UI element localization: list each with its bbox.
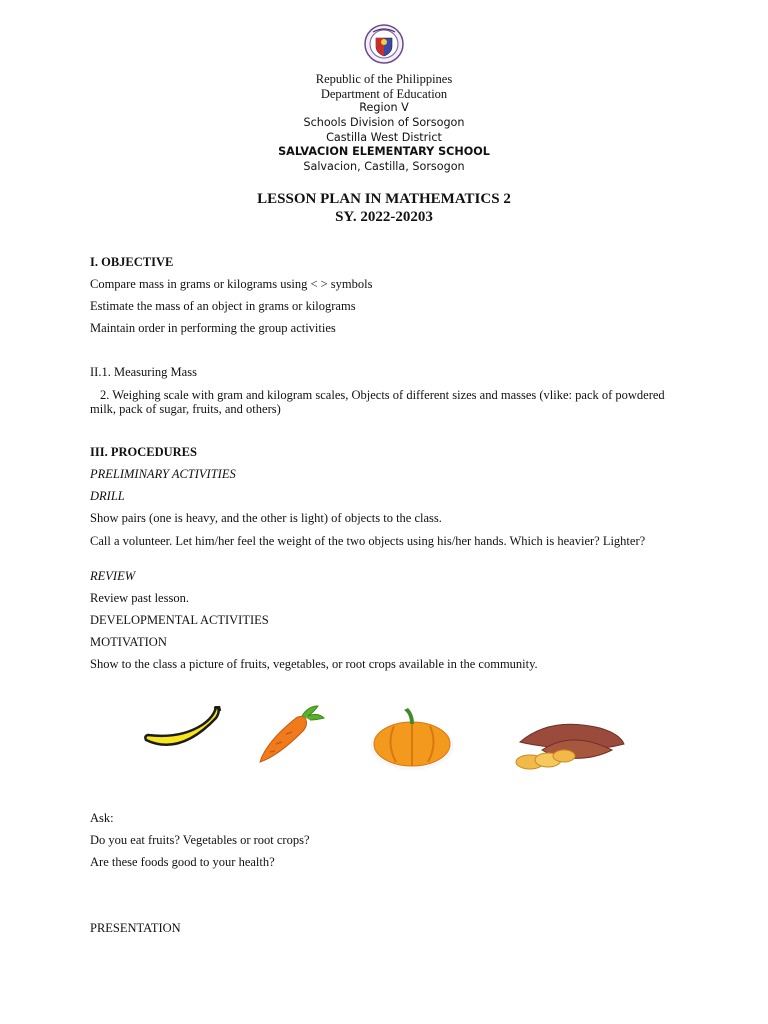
header-republic: Republic of the Philippines [315,72,453,86]
ask-heading: Ask: [90,811,114,825]
preliminary-heading: PRELIMINARY ACTIVITIES [90,467,236,481]
subject-matter-materials: 2. Weighing scale with gram and kilogram scales, Objects of different sizes and masses (vlike: pack of powdered milk, pack of sugar, fruits, and others) [90,388,665,416]
review-text: Review past lesson. [90,591,189,605]
drill-text: Show pairs (one is heavy, and the other is light) of objects to the class. [90,511,442,525]
drill-heading: DRILL [90,489,125,503]
pumpkin-icon [366,706,458,772]
header-district: Castilla West District [326,131,442,144]
drill-text: Call a volunteer. Let him/her feel the weight of the two objects using his/her hands. Which is heavier? Lighter? [90,534,646,548]
carrot-icon [256,704,330,766]
procedures-heading: III. PROCEDURES [90,445,197,459]
subject-matter-topic: II.1. Measuring Mass [90,365,197,379]
review-heading: REVIEW [90,569,136,583]
presentation-heading: PRESENTATION [90,921,181,935]
school-year: SY. 2022-20203 [335,209,433,225]
objective-item: Compare mass in grams or kilograms using < > symbols [90,277,373,291]
question-text: Do you eat fruits? Vegetables or root crops? [90,833,310,847]
developmental-heading: DEVELOPMENTAL ACTIVITIES [90,613,269,627]
header-region: Region V [359,101,409,114]
motivation-text: Show to the class a picture of fruits, vegetables, or root crops available in the community. [90,657,538,671]
objective-item: Maintain order in performing the group activities [90,321,336,335]
header-address: Salvacion, Castilla, Sorsogon [303,160,465,173]
question-text: Are these foods good to your health? [90,855,275,869]
header-department: Department of Education [320,87,448,101]
motivation-heading: MOTIVATION [90,635,167,649]
objective-item: Estimate the mass of an object in grams or kilograms [90,299,356,313]
page-title: LESSON PLAN IN MATHEMATICS 2 [257,191,511,207]
deped-seal-icon [361,24,407,64]
banana-icon [142,706,224,758]
objective-heading: I. OBJECTIVE [90,255,174,269]
header-division: Schools Division of Sorsogon [303,116,465,129]
header-school: SALVACION ELEMENTARY SCHOOL [278,145,490,158]
sweet-potato-icon [512,716,630,776]
